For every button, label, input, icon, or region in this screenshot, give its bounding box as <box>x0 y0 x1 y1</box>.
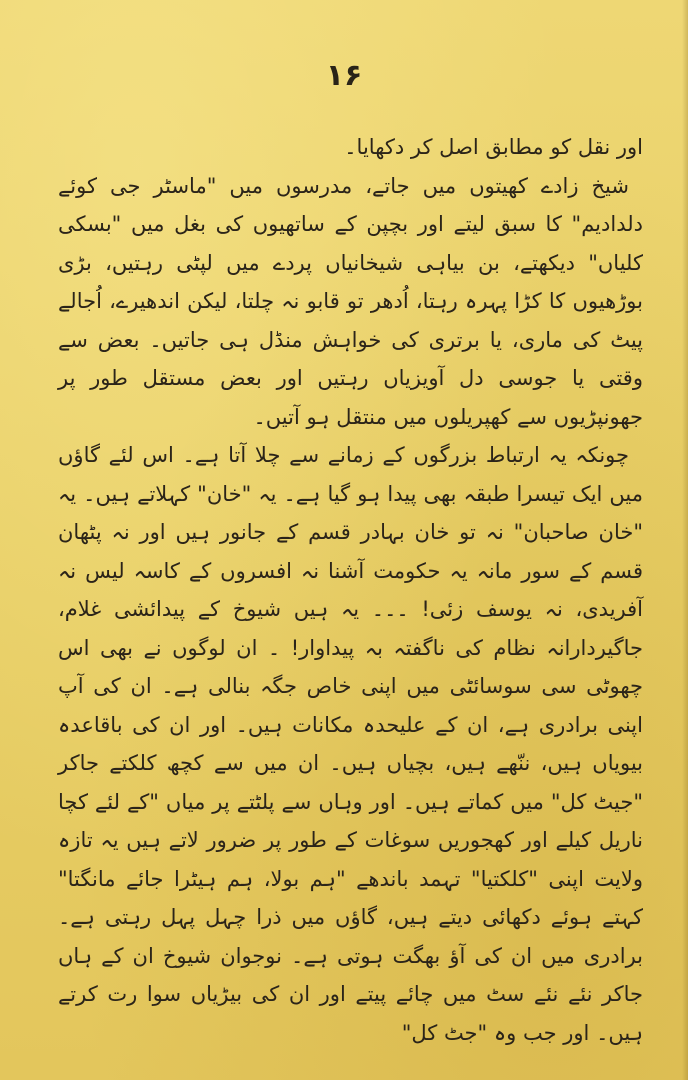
paragraph-2: شیخ زادے کھیتوں میں جاتے، مدرسوں میں "ماسٹر جی کوئے دلدادیم" کا سبق لیتے اور بچپن کے ساتھیوں کی بغل میں "بسکی کلیاں" دیکھتے، بن بیاہی شیخانیاں پردے میں لپٹی رہتیں، بڑی بوڑھیوں کا کڑا پہرہ رہتا، اُدھر تو قابو نہ چلتا، لیکن اندھیرے، اُجالے پیٹ کی ماری، یا برتری کی خواہش منڈل ہی جاتیں۔ بعض سے وقتی یا جوسی دل آویزیاں رہتیں اور بعض مستقل طور پر جھونپڑیوں سے کھپریلوں میں منتقل ہو آتیں۔ <box>58 173 643 429</box>
paragraph-1: اور نقل کو مطابق اصل کر دکھایا۔ <box>344 135 643 159</box>
page-edge-shadow <box>682 0 688 1080</box>
page-number: ۱۶ <box>325 58 363 93</box>
page-body-text <box>58 128 643 1045</box>
paragraph-3: چونکہ یہ ارتباط بزرگوں کے زمانے سے چلا آتا ہے۔ اس لئے گاؤں میں ایک تیسرا طبقہ بھی پیدا ہو گیا ہے۔ یہ "خان" کہلاتے ہیں۔ یہ "خان صاحبان" نہ تو خان بہادر قسم کے جانور ہیں اور نہ پٹھان قسم کے سور مانہ یہ حکومت آشنا نہ افسروں کے کاسہ لیس نہ آفریدی، نہ یوسف زئی! ۔۔۔ یہ ہیں شیوخ کے پیدائشی غلام، جاگیردارانہ نظام کی ناگفتہ بہ پیداوار! ۔ ان لوگوں نے بھی اس چھوٹی سی سوسائٹی میں اپنی خاص جگہ بنالی ہے۔ ان کی آپ اپنی برادری ہے، ان کے علیحدہ مکانات ہیں۔ اور ان کی باقاعدہ بیویاں ہیں، ننّھے ہیں، بچیاں ہیں۔ ان میں سے کچھ کلکتے جاکر "جیٹ کل" میں کماتے ہیں۔ اور وہاں سے پلٹتے پر میاں "کے لئے کچا ناریل کیلے اور کھجوریں سوغات کے طور پر ضرور لاتے ہیں یہ تازہ ولایت اپنی "کلکتیا" تہمد باندھے "ہم بولا، ہم ہیٹرا جائے مانگتا" کہتے ہوئے دکھائی دیتے ہیں، گاؤں میں ذرا چہل پہل رہتی ہے۔ برادری میں ان کی آؤ بھگت ہوتی ہے۔ نوجوان شیوخ ان کے ہاں جاکر نئے نئے سٹ میں چائے پیتے اور ان کی بیڑیاں سوا رت کرتے ہیں۔ اور جب وہ "جٹ کل" <box>58 443 643 1045</box>
